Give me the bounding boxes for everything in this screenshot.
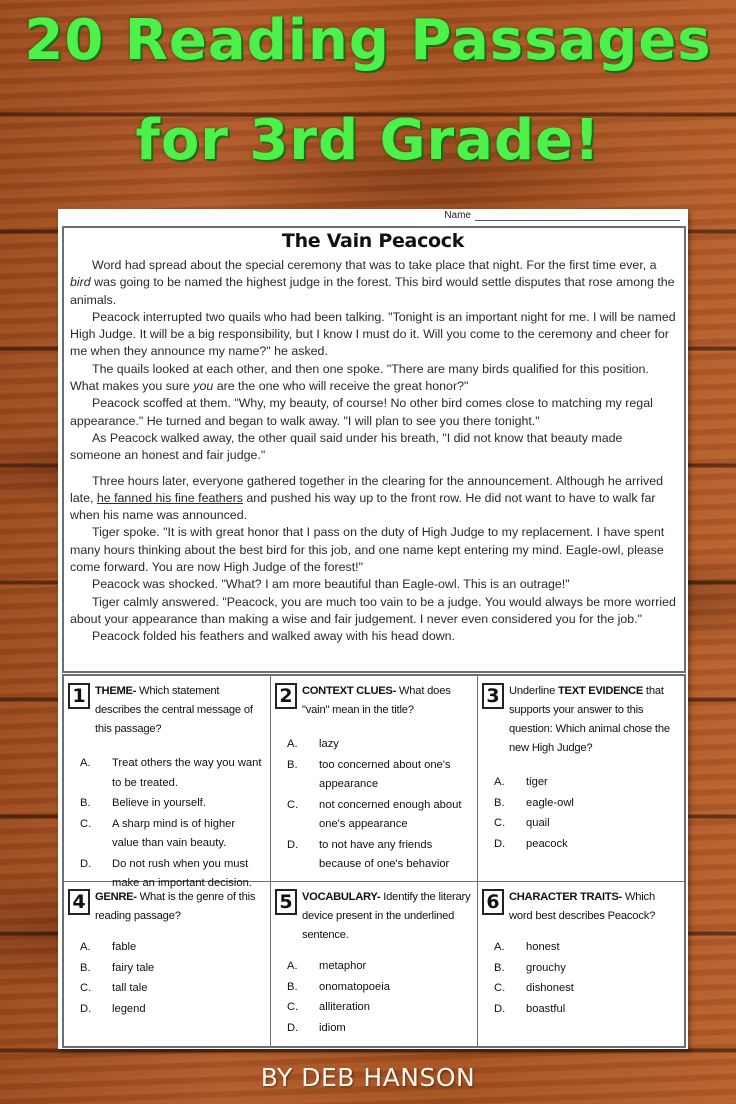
author-credit: BY DEB HANSON	[260, 1063, 476, 1092]
passage-paragraph: As Peacock walked away, the other quail said under his breath, "I did not know that beauty made someone an honest and fair judge."	[70, 430, 623, 463]
passage-paragraph: The quails looked at each other, and then one spoke. "There are many birds qualified for this position. What makes you sure you are the one who will receive the great honor?"	[70, 361, 649, 394]
question-number: 2	[275, 683, 297, 709]
question-prompt: VOCABULARY- Identify the literary device present in the underlined sentence.	[302, 891, 471, 941]
question-5	[271, 882, 478, 1046]
worksheet-page	[58, 209, 688, 1049]
underlined-sentence: he fanned his fine feathers	[96, 490, 243, 505]
passage-paragraph: Three hours later, everyone gathered together in the clearing for the announcement. Although he arrived late, he fanned his fine feathers and pushed his way up to the front row. He did not want to have to walk far when his name was announced.	[70, 473, 664, 523]
name-label: Name	[444, 210, 471, 221]
answer-option[interactable]: C. alliteration	[287, 1001, 370, 1013]
question-6	[478, 882, 684, 1046]
answer-option[interactable]: B. too concerned about one's appearance	[287, 758, 451, 790]
question-number: 4	[68, 889, 90, 915]
passage-paragraph: Tiger calmly answered. "Peacock, you are much too vain to be a judge. You would always be more worried about your appearance than making a wise and fair judgement. I never even considered you for the job."	[70, 594, 676, 626]
question-3	[478, 676, 684, 882]
name-blank-line[interactable]	[475, 210, 680, 221]
passage-paragraph: Peacock was shocked. "What? I am more beautiful than Eagle-owl. This is an outrage!"	[92, 577, 570, 592]
answer-option[interactable]: A. honest	[494, 941, 560, 953]
answer-option[interactable]: B. Believe in yourself.	[80, 797, 206, 809]
reading-passage-box	[62, 226, 686, 673]
answer-option[interactable]: A. metaphor	[287, 960, 367, 972]
answer-option[interactable]: C. tall tale	[80, 982, 148, 994]
answer-option[interactable]: A. fable	[80, 941, 137, 953]
answer-option[interactable]: A. lazy	[287, 738, 339, 750]
answer-option[interactable]: A. Treat others the way you want to be treated.	[80, 757, 262, 789]
answer-option[interactable]: D. legend	[80, 1002, 146, 1015]
passage-paragraph: Peacock interrupted two quails who had been talking. "Tonight is an important night for me. I will be named High Judge. It will be a big responsibility, but I know I must do it. Will you come to the ceremony and cheer for me when they announce my name?" he asked.	[70, 309, 676, 359]
headline-line-1: 20 Reading Passages	[24, 8, 712, 73]
question-number: 6	[482, 889, 504, 915]
answer-option[interactable]: C. quail	[494, 817, 550, 829]
passage-title: The Vain Peacock	[281, 230, 465, 252]
headline-line-2: for 3rd Grade!	[135, 108, 601, 173]
answer-option[interactable]: B. onomatopoeia	[287, 980, 390, 993]
answer-option[interactable]: B. grouchy	[494, 961, 566, 974]
answer-option[interactable]: B. fairy tale	[80, 961, 155, 974]
question-prompt: CONTEXT CLUES- What does "vain" mean in the title?	[302, 685, 451, 716]
question-number: 3	[482, 683, 504, 709]
question-prompt: Underline TEXT EVIDENCE that supports your answer to this question: Which animal chose the new High Judge?	[509, 685, 670, 754]
question-2	[271, 676, 478, 882]
passage-paragraph: Peacock folded his feathers and walked away with his head down.	[92, 629, 455, 644]
passage-paragraph: Tiger spoke. "It is with great honor that I pass on the duty of High Judge to my replacement. I have spent many hours thinking about the best bird for this job, and one name kept entering my mind. Eagle-owl, please come forward. You are now High Judge of the forest!"	[70, 525, 665, 575]
passage-paragraph: Peacock scoffed at them. "Why, my beauty, of course! No other bird comes close to matching my regal appearance." He turned and began to walk away. "I will plan to see you there tonight."	[70, 396, 653, 428]
question-prompt: CHARACTER TRAITS- Which word best describes Peacock?	[509, 891, 656, 922]
answer-option[interactable]: A. tiger	[494, 776, 548, 788]
answer-option[interactable]: D. to not have any friends because of one's behavior	[287, 838, 450, 870]
question-grid	[62, 674, 686, 1048]
passage-paragraph: Word had spread about the special ceremony that was to take place that night. For the first time ever, a bird was going to be named the highest judge in the forest. This bird would settle disputes that rose among the animals.	[70, 258, 675, 307]
answer-option[interactable]: B. eagle-owl	[494, 796, 574, 809]
question-4	[64, 882, 271, 1046]
answer-option[interactable]: C. dishonest	[494, 982, 574, 994]
question-1	[64, 676, 271, 889]
answer-option[interactable]: D. peacock	[494, 837, 568, 850]
question-prompt: GENRE- What is the genre of this reading passage?	[95, 891, 256, 922]
question-number: 5	[275, 889, 297, 915]
answer-option[interactable]: D. Do not rush when you must make an important decision.	[80, 857, 252, 889]
answer-option[interactable]: C. A sharp mind is of higher value than vain beauty.	[80, 817, 236, 849]
question-number: 1	[68, 683, 90, 709]
answer-option[interactable]: D. idiom	[287, 1021, 346, 1034]
name-field	[444, 210, 680, 221]
question-prompt: THEME- Which statement describes the central message of this passage?	[95, 685, 253, 735]
answer-option[interactable]: C. not concerned enough about one's appearance	[287, 798, 462, 830]
answer-option[interactable]: D. boastful	[494, 1002, 566, 1015]
